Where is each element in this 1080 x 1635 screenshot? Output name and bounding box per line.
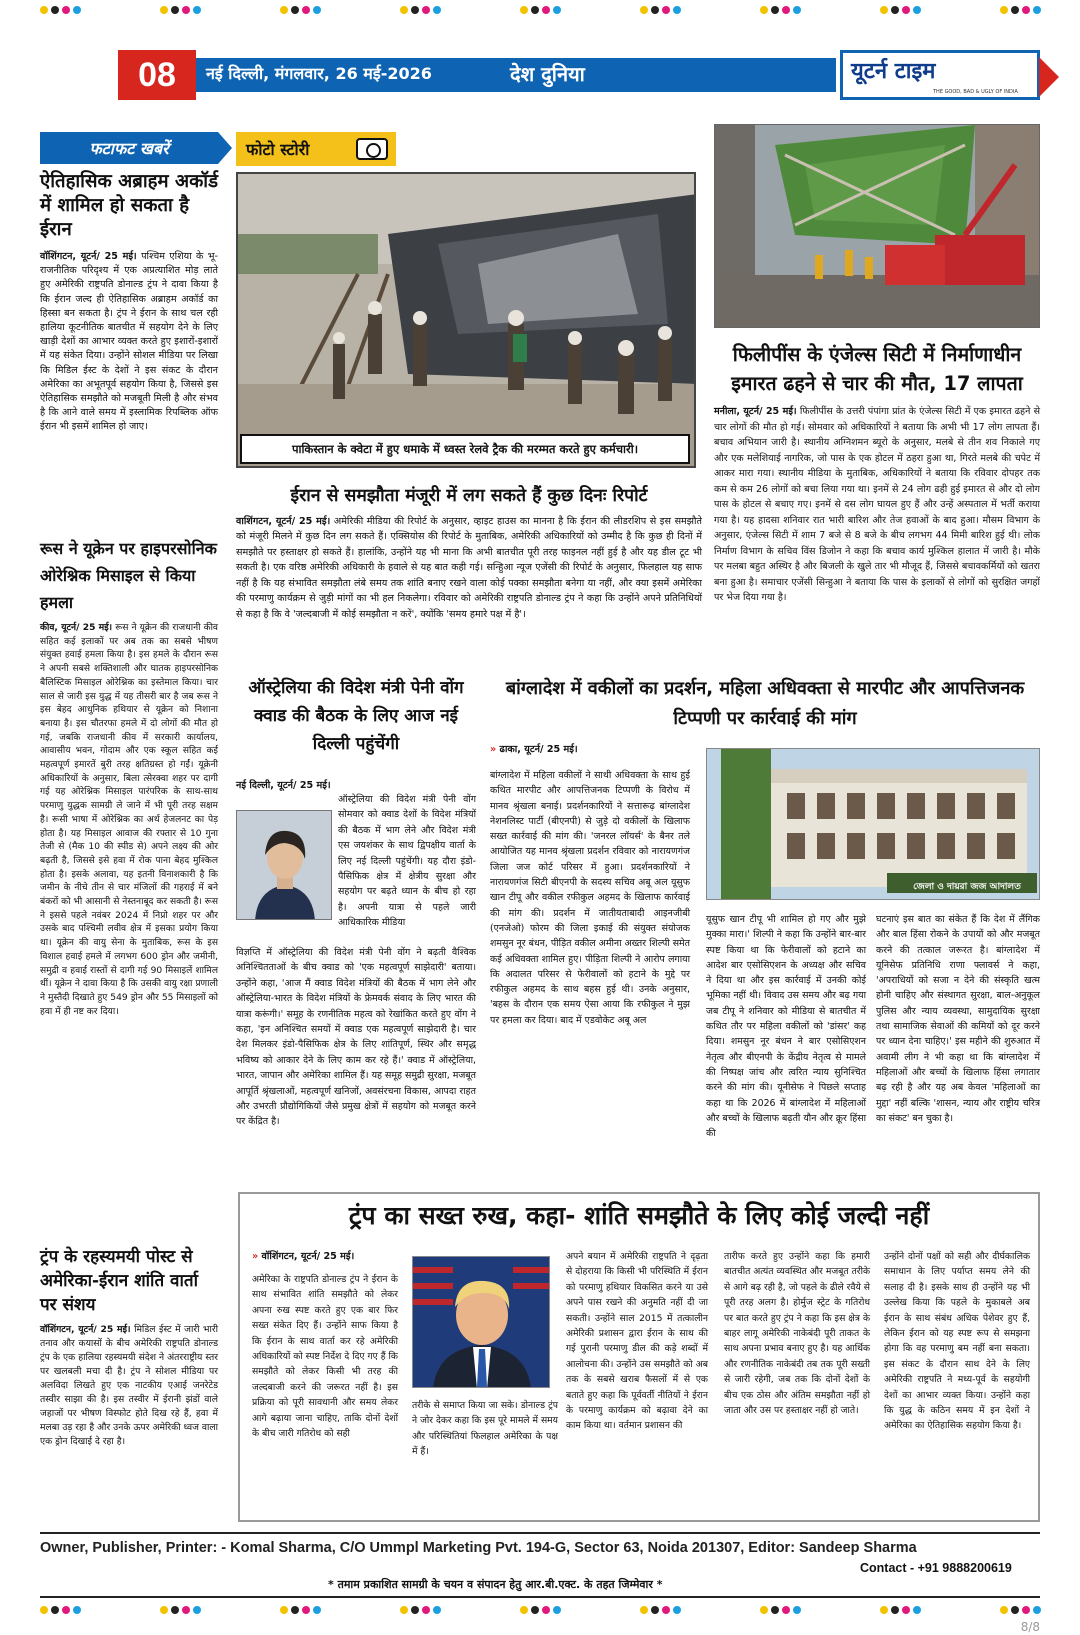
- date-line: नई दिल्ली, मंगलवार, 26 मई-2026: [206, 64, 432, 83]
- logo-text: यूटर्न टाइम: [851, 59, 936, 84]
- registration-dot: [902, 1606, 910, 1614]
- photo-story-label: फोटो स्टोरी: [236, 132, 396, 166]
- registration-dot: [422, 6, 430, 14]
- registration-dot: [662, 1606, 670, 1614]
- registration-dot-set: [160, 6, 201, 14]
- registration-dot: [1022, 6, 1030, 14]
- registration-dot: [1022, 1606, 1030, 1614]
- sidebar-story-3: [40, 1245, 218, 1449]
- registration-dot: [891, 1606, 899, 1614]
- registration-dot-set: [400, 6, 441, 14]
- story-headline: बांग्लादेश में वकीलों का प्रदर्शन, महिला अधिवक्ता से मारपीट और आपत्तिजनक टिप्पणी पर कार्रवाई की मांग: [505, 678, 1025, 729]
- registration-dot-set: [1000, 6, 1041, 14]
- photo-donald-trump: [412, 1256, 550, 1388]
- trump-col-4: तारीफ करते हुए उन्होंने कहा कि हमारी बातचीत अत्यंत व्यवस्थित और मजबूत तरीके से आगे बढ़ रही है, जो पहले के ढीले रवैये से पूरी तरह अलग है। होर्मुज स्ट्रेट के गतिरोध पर बात करते हुए ट्रंप ने कहा कि इस क्षेत्र के बाहर लागू अमेरिकी नाकेबंदी पूरी ताकत के साथ अपना प्रभाव बनाए हुए है। यह आर्थिक और रणनीतिक नाकेबंदी तब तक पूरी सख्ती से जारी रहेगी, जब तक कि दोनों देशों के बीच एक ठोस और अंतिम समझौता नहीं हो जाता और उस पर हस्ताक्षर नहीं हो जाते।: [724, 1251, 871, 1417]
- page-header: [40, 50, 1040, 100]
- bangladesh-col-2: यूसुफ खान टीपू भी शामिल हो गए और मुझे मुक्का मारा।' शिल्पी ने कहा कि उन्होंने बार-बार स्पष्ट किया था कि फेरीवालों को हटाने का आदेश बार एसोसिएशन के अध्यक्ष और सचिव ने दिया था और इस कार्रवाई में उनकी कोई भूमिका नहीं थी। विवाद उस समय और बढ़ गया जब टीपू ने शनिवार को मीडिया से बातचीत में कथित तौर पर महिला वकीलों को 'डांसर' कह दिया। शमसुन नूर बंधन ने बार एसोसिएशन नेतृत्व और बीएनपी के केंद्रीय नेतृत्व से मामले की निष्पक्ष जांच और त्वरित न्याय सुनिश्चित करने की मांग की। यूनीसेफ ने पिछले सप्ताह कहा था कि 2026 में बांग्लादेश में महिलाओं और बच्चों के खिलाफ बढ़ती यौन और क्रूर हिंसा की: [706, 914, 866, 1140]
- registration-dot: [520, 6, 528, 14]
- photo-penny-wong: [236, 810, 332, 920]
- trump-story: [244, 1198, 1034, 1234]
- registration-dot: [1011, 6, 1019, 14]
- registration-dot: [291, 1606, 299, 1614]
- registration-dot-set: [640, 6, 681, 14]
- registration-dot: [193, 6, 201, 14]
- story-headline: ऐतिहासिक अब्राहम अकॉर्ड में शामिल हो सकता है ईरान: [40, 171, 218, 240]
- portrait-illustration: [413, 1257, 550, 1388]
- registration-dot: [793, 1606, 801, 1614]
- registration-dots-bottom: [0, 1604, 1080, 1616]
- registration-dot: [640, 1606, 648, 1614]
- registration-dot: [302, 1606, 310, 1614]
- registration-dot: [1000, 6, 1008, 14]
- logo-arrow-icon: [1039, 57, 1059, 97]
- photo-dhaka-court: [706, 748, 1040, 900]
- registration-dot: [760, 1606, 768, 1614]
- registration-dot: [433, 1606, 441, 1614]
- registration-dot: [280, 1606, 288, 1614]
- page-index: 8/8: [1020, 1620, 1040, 1634]
- registration-dot: [531, 1606, 539, 1614]
- registration-dot: [160, 6, 168, 14]
- australia-body-bottom: विज्ञप्ति में ऑस्ट्रेलिया की विदेश मंत्री पेनी वोंग ने बढ़ती वैश्विक अनिश्चितताओं के बीच क्वाड को 'एक महत्वपूर्ण साझेदारी' बताया। उन्होंने कहा, 'आज मैं क्वाड विदेश मंत्रियों की बैठक में भाग लेने और ऑस्ट्रेलिया-भारत के विदेश मंत्रियों के फ्रेमवर्क संवाद के लिए भारत की यात्रा करूंगी।' समूह के रणनीतिक महत्व को रेखांकित करते हुए वोंग ने कहा, 'इन अनिश्चित समयों में क्वाड एक महत्वपूर्ण साझेदारी है। चार देश मिलकर इंडो-पैसिफिक क्षेत्र के लिए शांतिपूर्ण, स्थिर और समृद्ध भविष्य को आकार देने के लिए काम कर रहे हैं।' क्वाड में ऑस्ट्रेलिया, भारत, जापान और अमेरिका शामिल हैं। यह समूह समुद्री सुरक्षा, मजबूत आपूर्ति श्रृंखलाओं, महत्वपूर्ण खनिजों, अवसंरचना विकास, आपदा राहत और उभरती प्रौद्योगिकियों जैसे प्रमुख क्षेत्रों में सहयोग को मजबूत करने पर केंद्रित है।: [236, 947, 476, 1128]
- footer-contact: Contact - +91 9888200619: [860, 1561, 1012, 1575]
- bangladesh-col-1: बांग्लादेश में महिला वकीलों ने साथी अधिवक्ता के साथ हुई कथित मारपीट और आपत्तिजनक टिप्पणी के विरोध में मानव श्रृंखला बनाई। प्रदर्शनकारियों ने सत्तारूढ़ बांग्लादेश नेशनलिस्ट पार्टी (बीएनपी) से जुड़े दो वकीलों के खिलाफ सख्त कार्रवाई की मांग की। 'जनरल लॉयर्स' के बैनर तले आयोजित यह मानव श्रृंखला प्रदर्शन रविवार को नारायणगंज जिला जज कोर्ट परिसर में हुआ। प्रदर्शनकारियों ने नारायणगंज सिटी बीएनपी के सदस्य सचिव अबू अल यूसुफ खान टीपू और वकील रफीकुल अहमद के खिलाफ कार्रवाई की मांग की। प्रदर्शन में जातीयताबादी आइनजीबी (एनजेओ) फोरम की जिला इकाई की संयुक्त संयोजक शमसुन नूर बंधन, पीड़ित वकील अमीना अख्तर शिल्पी समेत कई अधिवक्ता शामिल हुए। पीड़िता शिल्पी ने आरोप लगाया कि अदालत परिसर से फेरीवालों को हटाने के मुद्दे पर रफीकुल अहमद के साथ बहस हुई थी। उनके अनुसार, 'बहस के दौरान एक समय ऐसा आया कि रफीकुल ने मुझ पर हमला कर दिया। बाद में एडवोकेट अबू अल: [490, 770, 690, 1026]
- registration-dot: [553, 6, 561, 14]
- photo-caption: पाकिस्तान के क्वेटा में हुए धमाके में ध्वस्त रेलवे ट्रैक की मरम्मत करते हुए कर्मचारी।: [240, 434, 690, 464]
- registration-dot: [73, 1606, 81, 1614]
- building-sign: জেলা ও দায়রা জজ আদালত: [913, 882, 1021, 892]
- photo-philippines-collapse: [714, 124, 1040, 328]
- registration-dot: [313, 1606, 321, 1614]
- registration-dot: [302, 6, 310, 14]
- railway-photo-illustration: [238, 174, 696, 468]
- registration-dot-set: [880, 1606, 921, 1614]
- story-body: वॉशिंगटन, यूटर्न/ 25 मई। मिडिल ईस्ट में जारी भारी तनाव और कयासों के बीच अमेरिकी राष्ट्रपति डोनाल्ड ट्रंप के एक हालिया रहस्यमयी संदेश ने अंतरराष्ट्रीय स्तर पर खलबली मचा दी है। ट्रंप ने सोशल मीडिया पर अलविदा लिखते हुए एक नाटकीय एआई जनरेटेड तस्वीर साझा की है। इस तस्वीर में ईरानी झंडों वाले जहाजों पर भीषण विस्फोट होते दिख रहे हैं, हवा में मलबा उड़ रहा है और उनके ऊपर अमेरिकी ध्वज वाला एक ड्रोन दिखाई दे रहा है।: [40, 1324, 218, 1447]
- registration-dot: [662, 6, 670, 14]
- registration-dot: [182, 1606, 190, 1614]
- registration-dot: [542, 6, 550, 14]
- trump-col-5: उन्होंने दोनों पक्षों को सही और दीर्घकालिक समाधान के लिए पर्याप्त समय लेने की सलाह दी है। इसके साथ ही उन्होंने यह भी उल्लेख किया कि पहले के मुकाबले अब ईरान के साथ संबंध अधिक पेशेवर हुए हैं, लेकिन ईरान को यह स्पष्ट रूप से समझना होगा कि वह परमाणु बम नहीं बना सकता। इस संकट के दौरान साथ देने के लिए अमेरिकी राष्ट्रपति ने मध्य-पूर्व के सहयोगी देशों का आभार व्यक्त किया। उन्होंने कहा कि युद्ध के कठिन समय में इन देशों ने अमेरिका का ऐतिहासिक सहयोग किया है।: [884, 1251, 1030, 1432]
- registration-dot: [40, 6, 48, 14]
- registration-dot-set: [880, 6, 921, 14]
- registration-dot-set: [40, 1606, 81, 1614]
- registration-dot-set: [400, 1606, 441, 1614]
- registration-dot: [1000, 1606, 1008, 1614]
- registration-dot: [651, 6, 659, 14]
- footer-owner-line: Owner, Publisher, Printer: - Komal Sharma, C/O Ummpl Marketing Pvt. 194-G, Sector 63, Noida 201307, Editor: Sandeep Sharma: [40, 1540, 917, 1556]
- byline-arrow-icon: »: [252, 1251, 259, 1262]
- registration-dot-set: [40, 6, 81, 14]
- registration-dot: [553, 1606, 561, 1614]
- photo-quetta-railway: [236, 172, 696, 468]
- registration-dot: [520, 1606, 528, 1614]
- trump-col-1: अमेरिका के राष्ट्रपति डोनाल्ड ट्रंप ने ईरान के साथ संभावित शांति समझौते को लेकर अपना रुख स्पष्ट करते हुए एक बार फिर सख्त संकेत दिए हैं। उन्होंने साफ किया है कि ईरान के साथ वार्ता कर रहे अमेरिकी अधिकारियों को स्पष्ट निर्देश दे दिए गए हैं कि समझौते को लेकर किसी भी तरह की जल्दबाजी करने की जरूरत नहीं है। इस प्रक्रिया को पूरी सावधानी और समय लेकर आगे बढ़ाया जाना चाहिए, ताकि दोनों देशों के बीच जारी गतिरोध को सही: [252, 1274, 398, 1440]
- logo-tagline: THE GOOD, BAD & UGLY OF INDIA: [933, 89, 1018, 95]
- bangladesh-story: [490, 674, 1040, 734]
- registration-dot: [280, 6, 288, 14]
- story-headline: ट्रंप के रहस्यमयी पोस्ट से अमेरिका-ईरान शांति वार्ता पर संशय: [40, 1247, 199, 1315]
- registration-dot-set: [520, 6, 561, 14]
- registration-dot: [51, 1606, 59, 1614]
- registration-dot: [880, 6, 888, 14]
- newspaper-logo: [840, 50, 1040, 100]
- trump-col-2: तरीके से समाप्त किया जा सके। डोनाल्ड ट्रंप ने जोर देकर कहा कि इस पूरे मामले में समय और परिस्थितियां फिलहाल अमेरिका के पक्ष में हैं।: [412, 1400, 558, 1458]
- registration-dot-set: [760, 1606, 801, 1614]
- registration-dot-set: [640, 1606, 681, 1614]
- australia-byline: नई दिल्ली, यूटर्न/ 25 मई।: [236, 780, 331, 791]
- registration-dot: [62, 1606, 70, 1614]
- camera-icon: [356, 138, 388, 160]
- registration-dot: [160, 1606, 168, 1614]
- registration-dot: [1033, 1606, 1041, 1614]
- iran-deal-story: [236, 486, 702, 622]
- registration-dot: [651, 1606, 659, 1614]
- registration-dot: [171, 1606, 179, 1614]
- registration-dot-set: [160, 1606, 201, 1614]
- bangladesh-byline: » ढाका, यूटर्न/ 25 मई।: [490, 744, 578, 755]
- registration-dot: [640, 6, 648, 14]
- registration-dot: [673, 1606, 681, 1614]
- section-title: देश दुनिया: [510, 62, 585, 86]
- registration-dot: [433, 6, 441, 14]
- registration-dot: [182, 6, 190, 14]
- story-headline: ऑस्ट्रेलिया की विदेश मंत्री पेनी वोंग क्वाड की बैठक के लिए आज नई दिल्ली पहुंचेंगी: [248, 678, 464, 754]
- registration-dot: [411, 6, 419, 14]
- registration-dot-set: [280, 6, 321, 14]
- registration-dot-set: [760, 6, 801, 14]
- registration-dot: [422, 1606, 430, 1614]
- trump-col-3: अपने बयान में अमेरिकी राष्ट्रपति ने दृढ़ता से दोहराया कि किसी भी परिस्थिति में ईरान को परमाणु हथियार विकसित करने या उसे अपने पास रखने की अनुमति नहीं दी जा सकती। उन्होंने साल 2015 में तत्कालीन अमेरिकी प्रशासन द्वारा ईरान के साथ की गई पुरानी परमाणु डील की कड़े शब्दों में आलोचना की। उन्होंने उस समझौते को अब तक के सबसे खराब फैसलों में से एक बताते हुए कहा कि पूर्ववर्ती नीतियों ने ईरान के परमाणु कार्यक्रम को बढ़ावा देने का काम किया था। वर्तमान प्रशासन की: [566, 1251, 708, 1432]
- story-headline: फिलीपींस के एंजेल्स सिटी में निर्माणाधीन इमारत ढहने से चार की मौत, 17 लापता: [731, 343, 1023, 395]
- registration-dot: [771, 1606, 779, 1614]
- sidebar-label: फटाफट खबरें: [40, 132, 218, 164]
- philippines-story: [714, 340, 1040, 606]
- australia-story: [236, 674, 476, 758]
- registration-dot: [193, 1606, 201, 1614]
- trump-byline: » वॉशिंगटन, यूटर्न/ 25 मई।: [252, 1251, 355, 1262]
- sidebar-story-1: [40, 170, 218, 435]
- registration-dot: [313, 6, 321, 14]
- registration-dot: [291, 6, 299, 14]
- story-body: वाशिंगटन, यूटर्न/ 25 मई। अमेरिकी मीडिया की रिपोर्ट के अनुसार, व्हाइट हाउस का मानना है कि ईरान की लीडरशिप से इस समझौते को मंजूरी मिलने में कुछ दिन लग सकते हैं। एक्सियोस की रिपोर्ट के मुताबिक, अमेरिकी अधिकारियों को उम्मीद है कि कुछ ही दिनों में समझौते पर हस्ताक्षर हो सकते हैं। हालांकि, उन्होंने यह भी माना कि अभी बातचीत पूरी तरह फाइनल नहीं हुई है और यह डील टूट भी सकती है। एक वरिष्ठ अमेरिकी अधिकारी के हवाले से यह बात कही गई। सन्हिुआ न्यूज एजेंसी की रिपोर्ट के अनुसार, फिलहाल यह साफ नहीं है कि यह संभावित समझौता लंबे समय तक शांति बनाए रखने वाला कोई पक्का समझौता बनेगा या नहीं, और क्या इसमें अमेरिका की परमाणु कार्यक्रम से जुड़ी मांगों का भी हल निकलेगा। रविवार को अमेरिकी राष्ट्रपति डोनाल्ड ट्रंप ने कहा कि उन्होंने अपने प्रतिनिधियों से कहा है कि वे 'जल्दबाजी में कोई समझौता न करें', क्योंकि 'समय हमारे पक्ष में है'।: [236, 515, 703, 620]
- registration-dot: [40, 1606, 48, 1614]
- footer-rule-top: [40, 1532, 1040, 1534]
- page-number: 08: [118, 50, 196, 100]
- registration-dot: [542, 1606, 550, 1614]
- story-body: वॉशिंगटन, यूटर्न/ 25 मई। पश्चिम एशिया के भू-राजनीतिक परिदृश्य में एक अप्रत्याशित मोड़ लाते हुए अमेरिकी राष्ट्रपति डोनाल्ड ट्रंप ने दावा किया है कि ईरान जल्द ही ऐतिहासिक अब्राहम अकॉर्ड का हिस्सा बन सकता है। ट्रंप ने ईरान के साथ चल रही हालिया कूटनीतिक बातचीत में सहयोग देने के लिए खाड़ी देशों का आभार व्यक्त करते हुए इशारों-इशारों में यह संकेत दिया। उन्होंने सोशल मीडिया पर लिखा कि मिडिल ईस्ट के देशों ने इस संकट के दौरान अमेरिका का अभूतपूर्व सहयोग किया है, जिससे इस ऐतिहासिक समझौते को मजबूती मिली है और संभव है कि आने वाले समय में इस्लामिक रिपब्लिक ऑफ ईरान भी इसमें शामिल हो जाए।: [40, 251, 218, 433]
- story-headline: ईरान से समझौता मंजूरी में लग सकते हैं कुछ दिनः रिपोर्ट: [290, 486, 648, 506]
- australia-body-top: ऑस्ट्रेलिया की विदेश मंत्री पेनी वोंग सोमवार को क्वाड देशों के विदेश मंत्रियों की बैठक में भाग लेने और विदेश मंत्री एस जयशंकर के साथ द्विपक्षीय वार्ता के लिए नई दिल्ली पहुंचेंगी। यह दौरा इंडो-पैसिफिक क्षेत्र में क्षेत्रीय सुरक्षा और सहयोग पर बढ़ते ध्यान के बीच हो रहा है। अपनी यात्रा से पहले जारी आधिकारिक मीडिया: [338, 794, 476, 929]
- registration-dot: [411, 1606, 419, 1614]
- registration-dot: [782, 1606, 790, 1614]
- registration-dot-set: [520, 1606, 561, 1614]
- registration-dot: [51, 6, 59, 14]
- registration-dot: [73, 6, 81, 14]
- story-headline: रूस ने यूक्रेन पर हाइपरसोनिक ओरेश्निक मिसाइल से किया हमला: [40, 539, 217, 612]
- registration-dot-set: [1000, 1606, 1041, 1614]
- footer-rule-bottom: [40, 1596, 1040, 1598]
- footer-note: * तमाम प्रकाशित सामग्री के चयन व संपादन हेतु आर.बी.एक्ट. के तहत जिम्मेवार *: [328, 1578, 663, 1591]
- registration-dot: [913, 6, 921, 14]
- story-headline: ट्रंप का सख्त रुख, कहा- शांति समझौते के लिए कोई जल्दी नहीं: [348, 1201, 930, 1230]
- registration-dot: [171, 6, 179, 14]
- bangladesh-col-3: घटनाएं इस बात का संकेत हैं कि देश में लैंगिक और बाल हिंसा रोकने के उपायों को और मजबूत करने की तत्काल जरूरत है। बांग्लादेश में यूनिसेफ प्रतिनिधि राणा फ्लावर्स ने कहा, 'अपराधियों को सजा न देने की संस्कृति खत्म होनी चाहिए और संस्थागत सुरक्षा, बाल-अनुकूल पुलिस और न्याय व्यवस्था, सामुदायिक सुरक्षा तथा सामाजिक सेवाओं की कमियों को दूर करने पर ध्यान देना चाहिए।' इस महीने की शुरुआत में अवामी लीग ने भी कहा था कि बांग्लादेश में महिलाओं और बच्चों के खिलाफ हिंसा लगातार बढ़ रही है और यह अब केवल 'महिलाओं का मुद्दा' नहीं बल्कि 'शासन, न्याय और राष्ट्रीय चरित्र का संकट' बन चुका है।: [876, 914, 1040, 1124]
- registration-dot: [782, 6, 790, 14]
- registration-dot: [1011, 1606, 1019, 1614]
- registration-dot: [1033, 6, 1041, 14]
- registration-dot: [760, 6, 768, 14]
- registration-dot: [400, 1606, 408, 1614]
- collapse-photo-illustration: [715, 125, 1040, 328]
- registration-dot-set: [280, 1606, 321, 1614]
- registration-dot: [891, 6, 899, 14]
- byline-arrow-icon: »: [490, 744, 497, 755]
- sidebar-story-2: [40, 535, 218, 1019]
- registration-dot: [673, 6, 681, 14]
- registration-dot: [62, 6, 70, 14]
- registration-dot: [531, 6, 539, 14]
- registration-dot: [793, 6, 801, 14]
- court-building-illustration: [707, 749, 1040, 900]
- registration-dot: [902, 6, 910, 14]
- registration-dot: [880, 1606, 888, 1614]
- registration-dots-top: [0, 4, 1080, 16]
- registration-dot: [400, 6, 408, 14]
- registration-dot: [913, 1606, 921, 1614]
- portrait-illustration: [237, 811, 332, 920]
- story-body: मनीला, यूटर्न/ 25 मई। फिलीपींस के उत्तरी पंपांगा प्रांत के एंजेल्स सिटी में एक इमारत ढहने से चार लोगों की मौत हो गई। सोमवार को अधिकारियों ने बताया कि अभी भी 17 लोग लापता हैं। बचाव अभियान जारी है। स्थानीय अग्निशमन ब्यूरो के अनुसार, मलबे से तीन शव निकाले गए और एक मलेशियाई नागरिक, जो पास के एक होटल में ठहरा हुआ था, गिरते मलबे की चपेट में आकर मारा गया। स्थानीय मीडिया के मुताबिक, अधिकारियों ने बताया कि रविवार दोपहर तक कम से कम 26 लोगों को बचा लिया गया था। इनमें से 24 लोग ढही हुई इमारत से और दो लोग पास के होटल से बचाए गए। इनमें से दस लोग घायल हुए हैं और उन्हें अस्पताल में भर्ती कराया गया है। यह हादसा शनिवार रात भारी बारिश और तेज हवाओं के बाद हुआ। मौसम विभाग के अनुसार, एंजेल्स सिटी में शाम 7 बजे से 8 बजे के बीच लगभग 44 मिमी बारिश हुई थी। लोक निर्माण विभाग के सचिव विंस डिजोन ने कहा कि बचाव कार्य मुश्किल हालात में जारी है। मौके पर मलबा बहुत अस्थिर है और बिजली के खुले तार भी मौजूद हैं, जिससे बचावकर्मियों को खतरा बना हुआ है। समाचार एजेंसी सिन्हुआ ने बताया कि पास के इलाकों से लोगों को सुरक्षित जगहों पर भेज दिया गया है।: [714, 406, 1041, 603]
- story-body: कीव, यूटर्न/ 25 मई। रूस ने यूक्रेन की राजधानी कीव सहित कई इलाकों पर अब तक का सबसे भीषण संयुक्त हवाई हमला किया है। इस हमले के दौरान रूस ने अपनी सबसे शक्तिशाली और घातक हाइपरसोनिक बैलिस्टिक मिसाइल ओरेश्निक का इस्तेमाल किया। चार साल से जारी इस युद्ध में यह तीसरी बार है जब रूस ने इस बेहद आधुनिक हथियार से यूक्रेन को निशाना बनाया है। इस चौतरफा हमले में दो लोगों की मौत हो गई, जबकि राजधानी कीव में सरकारी कार्यालय, आवासीय भवन, गोदाम और एक स्कूल सहित कई महत्वपूर्ण इमारतें बुरी तरह क्षतिग्रस्त हो गईं। यूक्रेनी अधिकारियों के अनुसार, बिला त्सेरक्वा शहर पर दागी गई यह ओरेश्निक मिसाइल पारंपरिक के साथ-साथ परमाणु युद्धक सामग्री ले जाने में भी पूरी तरह सक्षम है। रूसी भाषा में ओरेश्निक का अर्थ हेजलनट का पेड़ होता है। यह मिसाइल आवाज की रफ्तार से 10 गुना तेजी से (मैक 10 की स्पीड से) अपने लक्ष्य की ओर बढ़ती है, जिससे इसे हवा में रोक पाना बेहद मुश्किल होता है। इसके अलावा, यह इतनी विनाशकारी है कि जमीन के नीचे तीन से चार मंजिलों की गहराई में बने बंकरों को भी आसानी से नेस्तनाबूद कर सकती है। रूस ने इससे पहले नवंबर 2024 में निप्रो शहर पर और उसके बाद पश्चिमी लवीव क्षेत्र में इसका प्रयोग किया था। यूक्रेन की वायु सेना के मुताबिक, रूस के इस विशाल हवाई हमले में लगभग 600 ड्रोन और जमीनी, समुद्री व हवाई रास्तों से दागी गई 90 मिसाइलें शामिल थीं। यूक्रेन ने दावा किया है कि उसकी वायु रक्षा प्रणाली ने मुस्तैदी दिखाते हुए 549 ड्रोन और 55 मिसाइलों को हवा में ही नष्ट कर दिया।: [40, 623, 218, 1017]
- registration-dot: [771, 6, 779, 14]
